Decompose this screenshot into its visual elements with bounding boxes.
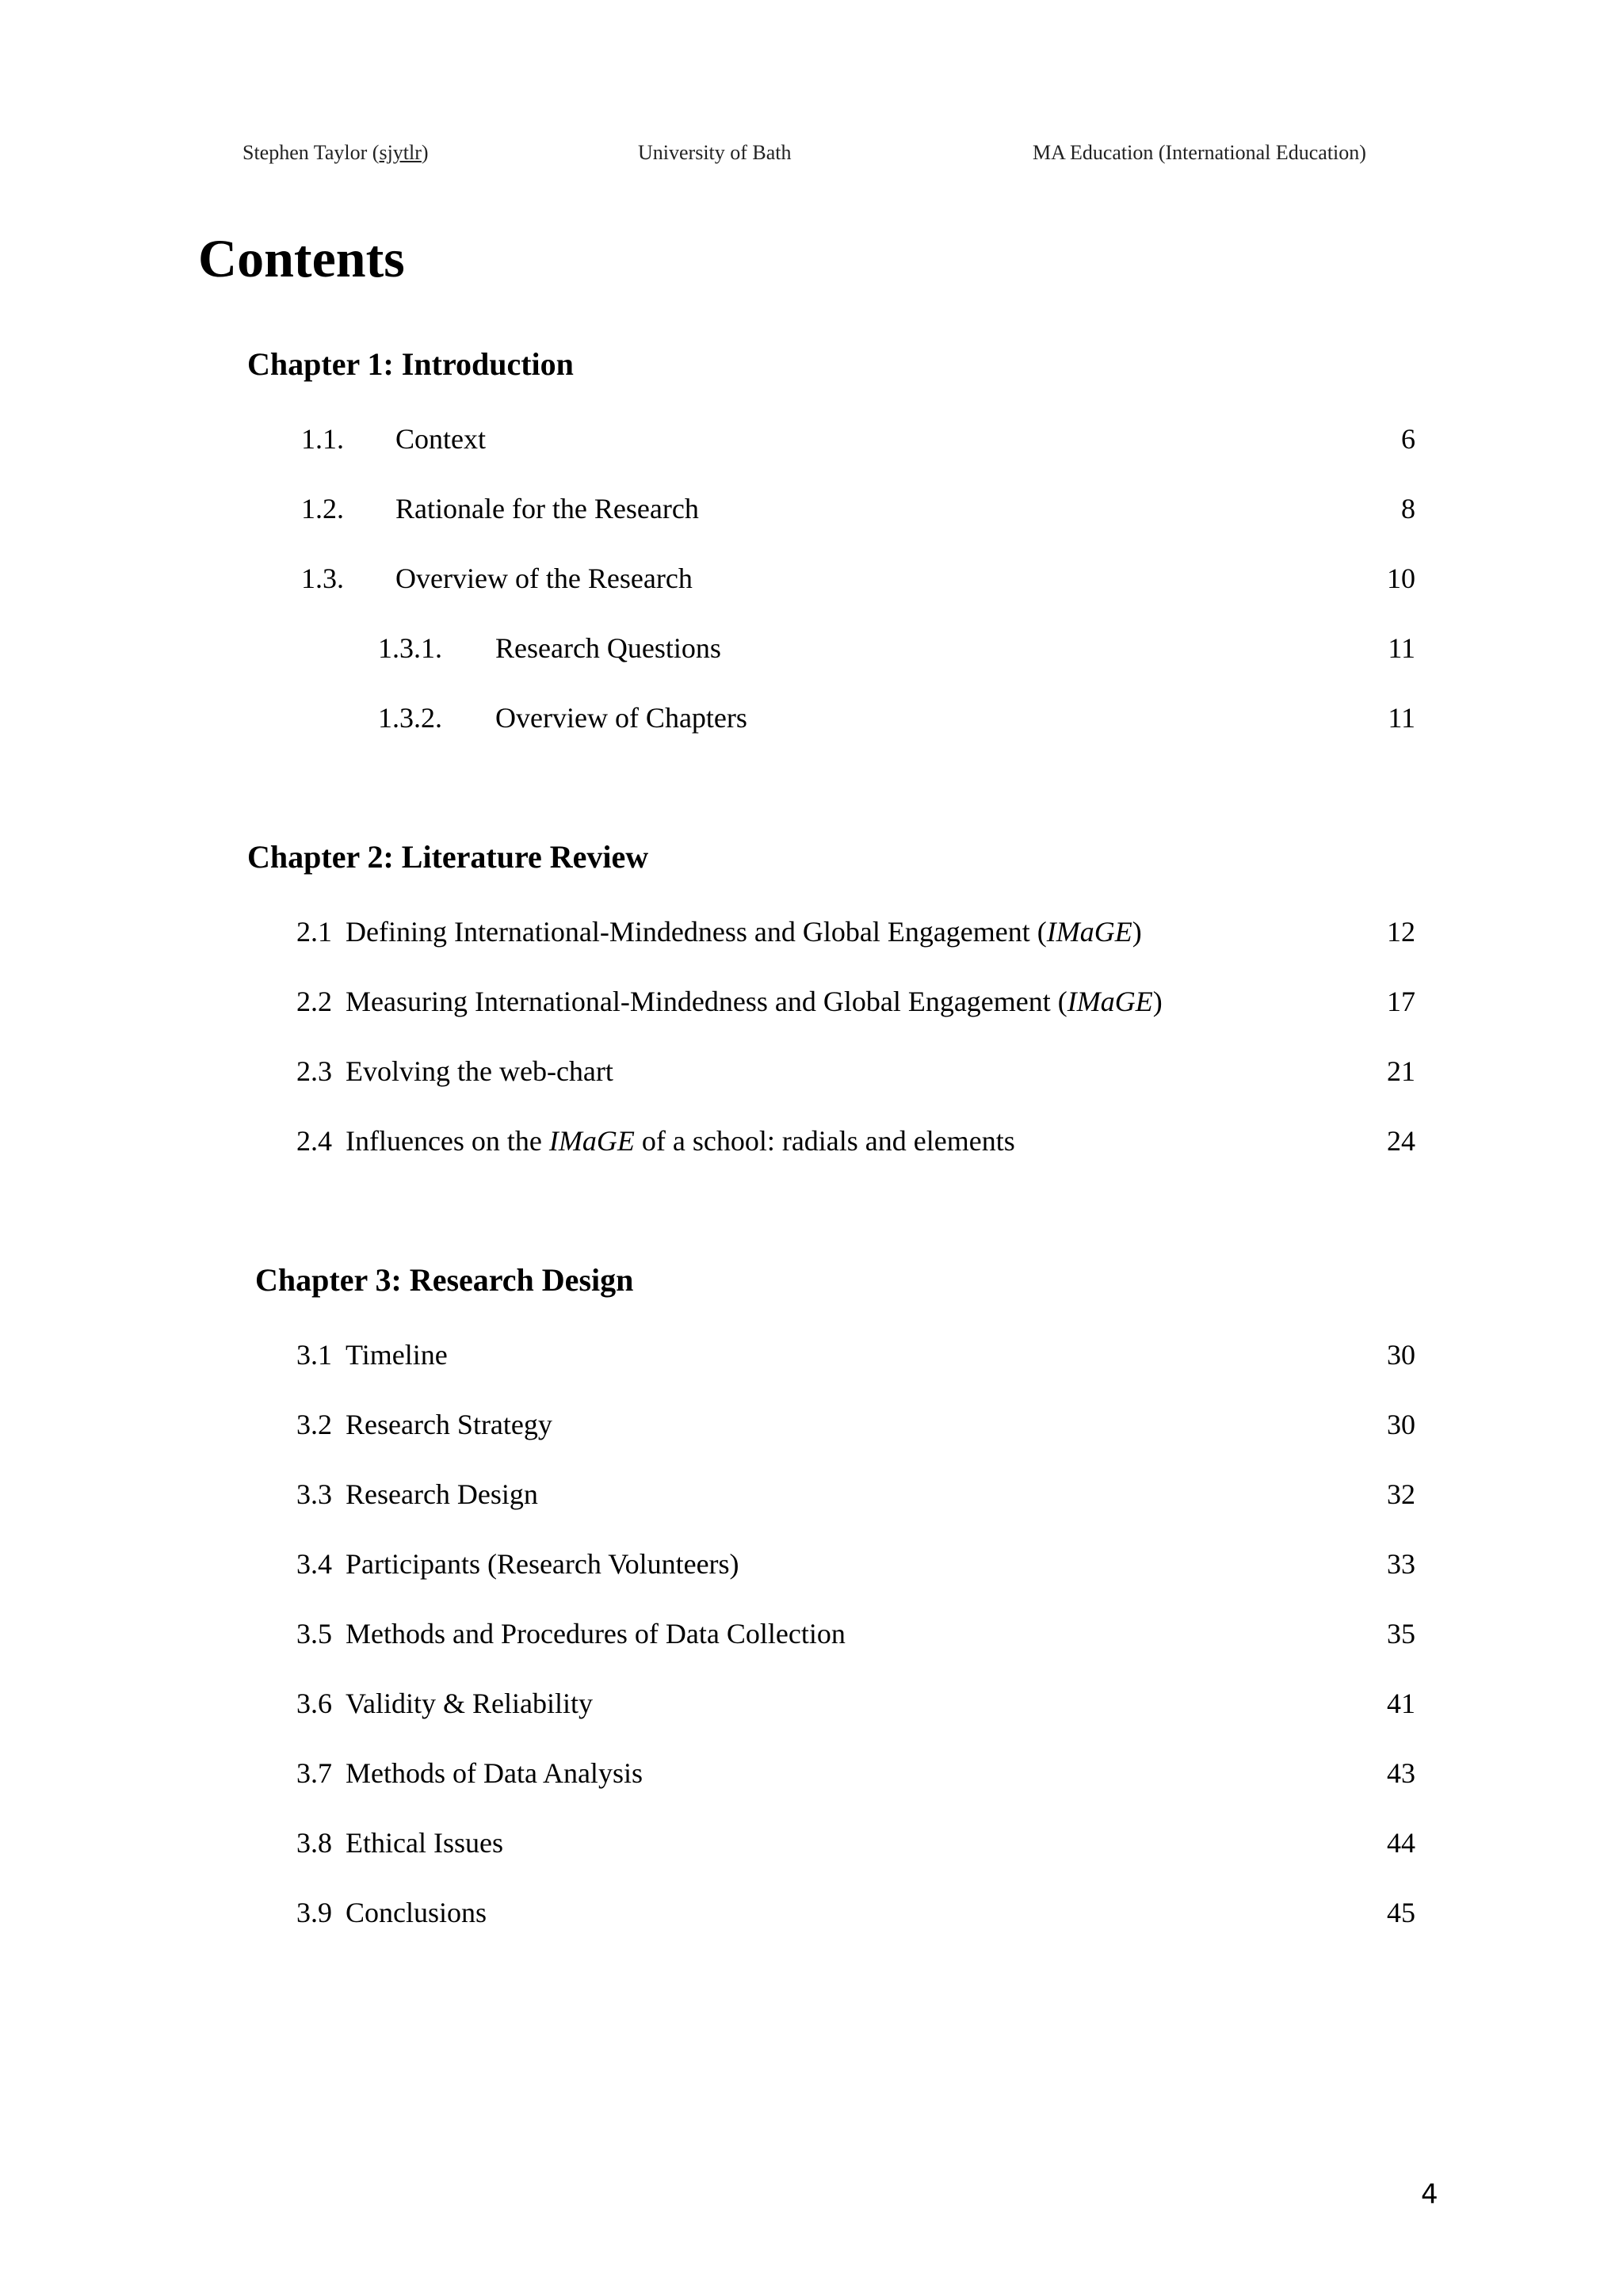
entry-title-suffix: )	[1132, 916, 1142, 948]
entry-number: 2.1	[296, 916, 332, 948]
entry-page: 30	[1387, 1339, 1415, 1371]
entry-title: Research Design	[346, 1478, 538, 1510]
entry-title: Overview of Chapters	[495, 702, 747, 734]
entry-title: Methods of Data Analysis	[346, 1757, 643, 1789]
entry-title: Timeline	[346, 1339, 448, 1371]
entry-number: 1.1.	[301, 423, 344, 455]
entry-page: 33	[1387, 1548, 1415, 1580]
entry-page: 12	[1387, 916, 1415, 948]
entry-title: Rationale for the Research	[395, 493, 699, 524]
entry-number: 3.7	[296, 1757, 332, 1789]
entry-title: Conclusions	[346, 1897, 487, 1928]
author-handle: sjytlr	[379, 141, 422, 164]
author-close: )	[421, 141, 429, 164]
entry-title-suffix: )	[1152, 986, 1163, 1017]
entry-number: 1.3.1.	[378, 632, 442, 664]
entry-number: 3.2	[296, 1409, 332, 1440]
entry-title	[346, 987, 1163, 1016]
entry-title-text: Measuring International-Mindedness and Global Engagement (	[346, 986, 1067, 1017]
header-course: MA Education (International Education)	[1033, 141, 1366, 164]
entry-page: 35	[1387, 1618, 1415, 1650]
entry-number: 3.5	[296, 1618, 332, 1650]
entry-title: Validity & Reliability	[346, 1688, 593, 1719]
entry-page: 44	[1387, 1827, 1415, 1859]
entry-number: 1.2.	[301, 493, 344, 524]
entry-number: 3.8	[296, 1827, 332, 1859]
entry-title: Context	[395, 423, 486, 455]
entry-number: 2.4	[296, 1125, 332, 1157]
entry-number: 3.1	[296, 1339, 332, 1371]
entry-number: 2.3	[296, 1055, 332, 1087]
entry-number: 1.3.	[301, 563, 344, 594]
entry-title-emphasis: IMaGE	[1046, 916, 1132, 948]
entry-page: 8	[1401, 493, 1415, 524]
entry-title-text: Influences on the	[346, 1125, 549, 1157]
entry-number: 3.9	[296, 1897, 332, 1928]
entry-title: Research Strategy	[346, 1409, 552, 1440]
entry-page: 6	[1401, 423, 1415, 455]
chapter-3-heading: Chapter 3: Research Design	[255, 1262, 634, 1298]
entry-title	[346, 1127, 1015, 1155]
entry-title-text: Defining International-Mindedness and Global Engagement (	[346, 916, 1047, 948]
chapter-1-heading: Chapter 1: Introduction	[247, 346, 574, 382]
entry-page: 41	[1387, 1688, 1415, 1719]
entry-title	[346, 1057, 613, 1085]
header-university: University of Bath	[638, 141, 792, 164]
entry-page: 43	[1387, 1757, 1415, 1789]
page-title: Contents	[198, 228, 405, 288]
entry-page: 11	[1388, 632, 1415, 664]
entry-page: 10	[1387, 563, 1415, 594]
entry-page: 24	[1387, 1125, 1415, 1157]
entry-number: 2.2	[296, 986, 332, 1017]
chapter-2-heading: Chapter 2: Literature Review	[247, 839, 649, 875]
entry-page: 32	[1387, 1478, 1415, 1510]
entry-title-emphasis: IMaGE	[1067, 986, 1153, 1017]
entry-title-text: Evolving the web-chart	[346, 1055, 613, 1087]
entry-title: Research Questions	[495, 632, 721, 664]
entry-number: 3.4	[296, 1548, 332, 1580]
entry-title: Overview of the Research	[395, 563, 693, 594]
entry-number: 3.3	[296, 1478, 332, 1510]
entry-page: 21	[1387, 1055, 1415, 1087]
entry-number: 1.3.2.	[378, 702, 442, 734]
entry-number: 3.6	[296, 1688, 332, 1719]
entry-page: 45	[1387, 1897, 1415, 1928]
entry-page: 11	[1388, 702, 1415, 734]
entry-title: Participants (Research Volunteers)	[346, 1548, 739, 1580]
entry-title	[346, 917, 1142, 946]
author-name: Stephen Taylor (	[242, 141, 380, 164]
page-number: 4	[1421, 2179, 1438, 2210]
entry-title-emphasis: IMaGE	[548, 1125, 635, 1157]
entry-page: 30	[1387, 1409, 1415, 1440]
entry-title-suffix: of a school: radials and elements	[634, 1125, 1015, 1157]
entry-page: 17	[1387, 986, 1415, 1017]
entry-title: Methods and Procedures of Data Collection	[346, 1618, 846, 1650]
header-author	[242, 141, 429, 165]
entry-title: Ethical Issues	[346, 1827, 503, 1859]
